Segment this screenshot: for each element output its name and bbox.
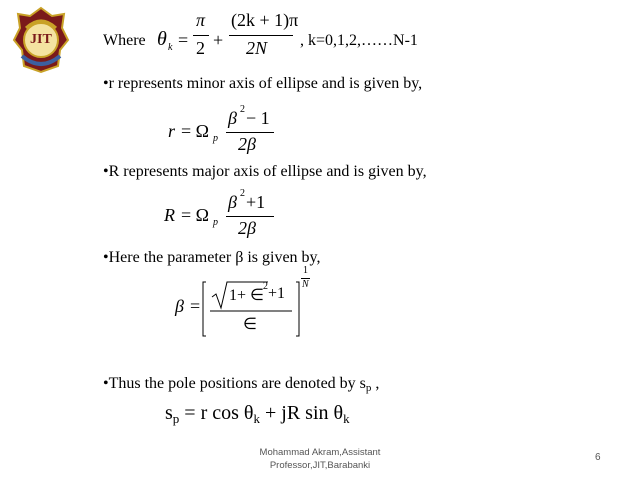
where-label: Where	[103, 32, 146, 49]
bullet-major-axis: •R represents major axis of ellipse and is given by,	[103, 163, 427, 180]
numerator-2k1pi: (2k + 1)π	[231, 10, 299, 30]
omega-equals-R: = Ω	[181, 205, 210, 225]
omega-equals: = Ω	[181, 121, 210, 141]
beta-numerator-R: β	[228, 192, 237, 212]
plus-sign: +	[213, 30, 224, 50]
fraction-bar-1	[193, 35, 209, 36]
pole-end: ,	[371, 375, 380, 392]
pole-sub2: k	[343, 411, 350, 426]
bullet-beta-parameter: •Here the parameter β is given by,	[103, 249, 321, 266]
two-beta-denominator-R: 2β	[238, 218, 256, 238]
beta-square-R: 2	[240, 188, 245, 199]
two-beta-denominator: 2β	[238, 134, 256, 154]
exponent-numerator: 1	[303, 265, 308, 276]
k-range: , k=0,1,2,……N-1	[300, 32, 418, 49]
omega-subscript-p-R: p	[213, 217, 218, 228]
beta-square: 2	[240, 104, 245, 115]
pole-text: •Thus the pole positions are denoted by s	[103, 375, 366, 392]
beta-lhs: β	[175, 296, 184, 316]
sqrt-inner: 1+ ∈	[229, 287, 264, 304]
r-lhs: r	[168, 121, 176, 141]
epsilon-square: 2	[263, 281, 268, 292]
plus-one-beta: +1	[268, 285, 286, 302]
pole-part2: + jR sin θ	[259, 402, 344, 424]
institute-logo	[12, 6, 70, 76]
bullet-pole-positions	[103, 375, 379, 394]
R-lhs: R	[164, 205, 175, 225]
footer-author	[240, 446, 400, 472]
pole-s: s	[165, 402, 173, 424]
pi-numerator: π	[196, 10, 206, 30]
footer-line-2: Professor,JIT,Barabanki	[269, 460, 371, 471]
logo-text: JIT	[30, 32, 52, 47]
fraction-bar-R	[226, 216, 274, 217]
footer-line-1: Mohammad Akram,Assistant	[259, 447, 381, 458]
minus-one: − 1	[246, 108, 270, 128]
denominator-2n: 2N	[246, 38, 268, 58]
plus-one-R: +1	[246, 192, 266, 212]
two-denominator: 2	[196, 38, 205, 58]
slide-number: 6	[595, 452, 601, 463]
exponent-denominator: N	[302, 279, 309, 290]
beta-equals: =	[190, 296, 201, 316]
pole-equation	[165, 402, 350, 427]
fraction-bar-r	[226, 132, 274, 133]
equals-sign: =	[178, 30, 189, 50]
pole-part1: = r cos θ	[179, 402, 254, 424]
bullet-minor-axis: •r represents minor axis of ellipse and is given by,	[103, 75, 423, 92]
omega-subscript-p: p	[213, 133, 218, 144]
epsilon-denominator: ∈	[243, 316, 257, 333]
theta-symbol: θ	[157, 28, 167, 50]
pole-s-sub: p	[172, 411, 180, 426]
fraction-bar-2	[229, 35, 293, 36]
pole-sub1: k	[253, 411, 260, 426]
pole-sub: p	[365, 382, 372, 394]
theta-subscript: k	[168, 42, 173, 53]
beta-numerator: β	[228, 108, 237, 128]
